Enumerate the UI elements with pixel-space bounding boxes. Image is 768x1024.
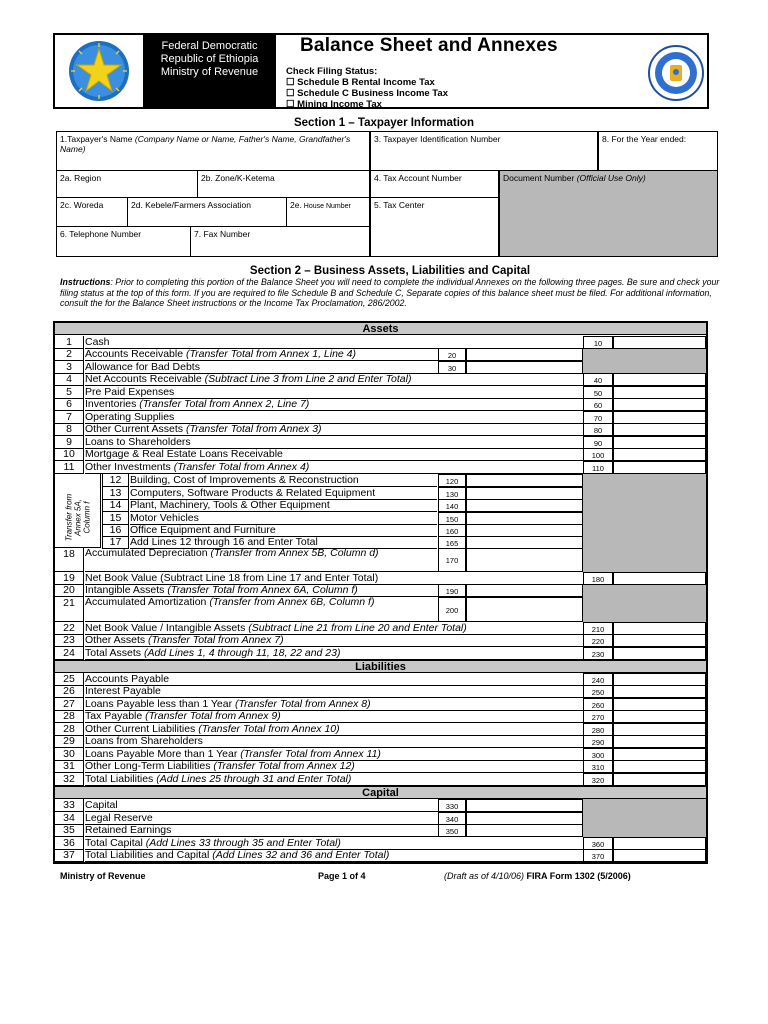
line-description xyxy=(85,448,583,461)
line-code-box: 110 xyxy=(583,461,613,474)
amount-field[interactable] xyxy=(466,597,583,622)
line-code-box: 40 xyxy=(583,373,613,386)
amount-field[interactable] xyxy=(613,710,706,723)
amount-field[interactable] xyxy=(613,423,706,436)
line-text: Net Accounts Receivable xyxy=(85,373,205,385)
line-description xyxy=(85,773,583,786)
field-note: (Official Use Only) xyxy=(576,173,646,183)
instructions xyxy=(60,277,722,309)
line-code-box: 190 xyxy=(438,584,466,597)
line-number: 5 xyxy=(55,386,84,399)
line-description xyxy=(85,634,583,647)
line-number: 36 xyxy=(55,837,84,850)
amount-field[interactable] xyxy=(466,548,583,572)
line-number: 18 xyxy=(55,548,84,572)
capital-band: Capital xyxy=(55,786,706,799)
balance-line xyxy=(55,423,706,436)
line-text: Accounts Payable xyxy=(85,673,170,685)
line-code-box: 350 xyxy=(438,824,466,837)
amount-field[interactable] xyxy=(613,760,706,773)
line-text: Capital xyxy=(85,799,118,811)
section1-title: Section 1 – Taxpayer Information xyxy=(293,117,474,129)
amount-field[interactable] xyxy=(613,647,706,660)
balance-line xyxy=(55,348,706,361)
line-note: (Add Lines 33 through 35 and Enter Total) xyxy=(145,837,341,849)
line-text: Building, Cost of Improvements & Reconstruction xyxy=(130,474,359,486)
balance-line xyxy=(55,373,706,386)
amount-field[interactable] xyxy=(613,634,706,647)
line-number: 29 xyxy=(55,735,84,748)
line-number: 12 xyxy=(102,474,129,487)
line-note: (Transfer Total from Annex 11) xyxy=(240,748,381,760)
line-code-box: 250 xyxy=(583,685,613,698)
line-code-box: 220 xyxy=(583,634,613,647)
line-code-box: 140 xyxy=(438,499,466,512)
line-text: Total Capital xyxy=(85,837,146,849)
section2-title: Section 2 – Business Assets, Liabilities and Capital xyxy=(249,265,531,277)
line-text: Other Investments xyxy=(85,461,174,473)
line-text: Tax Payable xyxy=(85,710,146,722)
liabilities-band: Liabilities xyxy=(55,660,706,673)
line-description xyxy=(85,760,583,773)
line-number: 14 xyxy=(102,499,129,512)
line-text: Net Book Value (Subtract Line 18 from Line 17 and Enter Total) xyxy=(85,572,379,584)
line-description xyxy=(85,710,583,723)
telephone-field[interactable]: 6. Telephone Number xyxy=(56,226,191,257)
filing-option-mining[interactable]: ☐ Mining Income Tax xyxy=(286,99,382,110)
line-number: 4 xyxy=(55,373,84,386)
line-code-box: 270 xyxy=(583,710,613,723)
amount-field[interactable] xyxy=(613,448,706,461)
line-note: (Add Lines 25 through 31 and Enter Total) xyxy=(156,773,352,785)
line-code-box: 60 xyxy=(583,398,613,411)
amount-field[interactable] xyxy=(613,398,706,411)
line-code-box: 370 xyxy=(583,849,613,862)
agency-line: Federal Democratic xyxy=(161,40,258,52)
line-number: 19 xyxy=(55,572,84,585)
line-description xyxy=(85,685,583,698)
amount-field[interactable] xyxy=(613,735,706,748)
line-description xyxy=(85,373,583,386)
line-note: (Add Lines 32 and 36 and Enter Total) xyxy=(212,849,390,861)
amount-field[interactable] xyxy=(613,773,706,786)
line-text: Intangible Assets xyxy=(85,584,168,596)
line-number: 6 xyxy=(55,398,84,411)
balance-line xyxy=(55,710,706,723)
line-number: 26 xyxy=(55,685,84,698)
line-number: 10 xyxy=(55,448,84,461)
line-text: Cash xyxy=(85,336,110,348)
ministry-seal-icon xyxy=(648,45,704,101)
balance-line xyxy=(55,474,706,487)
field-label: 1.Taxpayer's Name xyxy=(60,134,135,144)
line-number: 35 xyxy=(55,824,84,837)
line-code-box: 360 xyxy=(583,837,613,850)
line-code-box: 290 xyxy=(583,735,613,748)
line-text: Interest Payable xyxy=(85,685,161,697)
balance-line xyxy=(55,461,706,474)
line-text: Accumulated Depreciation xyxy=(85,548,211,559)
line-note: (Transfer Total from Annex 4) xyxy=(173,461,310,473)
line-code-box: 70 xyxy=(583,411,613,424)
line-code-box: 240 xyxy=(583,673,613,686)
line-note: (Transfer Total from Annex 3) xyxy=(185,423,322,435)
taxpayer-name-field[interactable] xyxy=(56,131,370,171)
house-number-field[interactable] xyxy=(286,197,370,227)
line-text: Operating Supplies xyxy=(85,411,175,423)
balance-line xyxy=(55,448,706,461)
side-label-line: Transfer from xyxy=(64,493,74,542)
filing-option-schedule-b[interactable]: ☐ Schedule B Rental Income Tax xyxy=(286,77,435,88)
balance-line xyxy=(55,584,706,597)
line-text: Net Book Value / Intangible Assets xyxy=(85,622,249,634)
balance-line xyxy=(55,499,706,512)
amount-field[interactable] xyxy=(466,824,583,837)
assets-band: Assets xyxy=(55,322,706,335)
line-description xyxy=(85,647,583,660)
line-code-box: 150 xyxy=(438,512,466,525)
instructions-text: : Prior to completing this portion of the Balance Sheet you will need to complete the individual Annexes on the following three pages. Be sure and check your filing status at the top of this form. If you are required to file Schedule B and Schedule C, Separate copies of this balance sheet must be filed. For additional information, consult the for the Balance Sheet instructions or the Income Tax Proclamation, 286/2002. xyxy=(60,277,720,309)
line-description xyxy=(85,799,438,812)
line-number: 22 xyxy=(55,622,84,635)
line-number: 20 xyxy=(55,584,84,597)
line-code-box: 180 xyxy=(583,572,613,585)
line-number: 33 xyxy=(55,799,84,812)
balance-line xyxy=(55,647,706,660)
line-code-box: 200 xyxy=(438,597,466,622)
line-note: (Transfer Total from Annex 9) xyxy=(145,710,281,722)
line-description xyxy=(85,423,583,436)
agency-line: Ministry of Revenue xyxy=(160,66,259,78)
line-number: 30 xyxy=(55,748,84,761)
line-number: 28 xyxy=(55,710,84,723)
line-code-box: 320 xyxy=(583,773,613,786)
line-code-box: 170 xyxy=(438,548,466,572)
line-code-box: 130 xyxy=(438,487,466,500)
line-text: Pre Paid Expenses xyxy=(85,386,175,398)
footer-ministry: Ministry of Revenue xyxy=(60,871,146,881)
line-number: 13 xyxy=(102,487,129,500)
amount-field[interactable] xyxy=(466,474,583,487)
line-code-box: 50 xyxy=(583,386,613,399)
balance-line xyxy=(55,799,706,812)
balance-line xyxy=(55,735,706,748)
instructions-label: Instructions xyxy=(60,277,111,287)
line-note: (Subtract Line 21 from Line 20 and Enter Total) xyxy=(248,622,467,634)
line-text: Allowance for Bad Debts xyxy=(85,361,200,373)
line-description xyxy=(85,348,438,361)
line-text: Other Long-Term Liabilities xyxy=(85,760,214,772)
line-code-box: 80 xyxy=(583,423,613,436)
line-number: 21 xyxy=(55,597,84,622)
line-text: Total Liabilities xyxy=(85,773,157,785)
line-text: Other Assets xyxy=(85,634,149,646)
line-number: 11 xyxy=(55,461,84,474)
line-description xyxy=(85,735,583,748)
line-description xyxy=(85,824,438,837)
amount-field[interactable] xyxy=(613,461,706,474)
line-note: (Transfer from Annex 6B, Column f) xyxy=(209,597,375,608)
line-text: Mortgage & Real Estate Loans Receivable xyxy=(85,448,283,460)
line-note: (Transfer Total from Annex 1, Line 4) xyxy=(185,348,357,360)
balance-line xyxy=(55,849,706,862)
line-text: Loans Payable less than 1 Year xyxy=(85,698,236,710)
footer-form xyxy=(444,871,631,881)
footer-draft: (Draft as of 4/10/06) xyxy=(444,871,527,881)
line-text: Loans from Shareholders xyxy=(85,735,203,747)
line-number: 24 xyxy=(55,647,84,660)
agency-name-block xyxy=(143,35,276,107)
line-number: 8 xyxy=(55,423,84,436)
line-code-box: 100 xyxy=(583,448,613,461)
line-code-box: 165 xyxy=(438,536,466,549)
line-number: 17 xyxy=(102,536,129,549)
amount-field[interactable] xyxy=(613,373,706,386)
line-text: Plant, Machinery, Tools & Other Equipment xyxy=(130,499,330,511)
line-number: 34 xyxy=(55,812,84,825)
line-code-box: 160 xyxy=(438,524,466,537)
side-label-line: Annex 5A, xyxy=(73,499,83,536)
line-code-box: 120 xyxy=(438,474,466,487)
agency-line: Republic of Ethiopia xyxy=(160,53,259,65)
line-text: Total Liabilities and Capital xyxy=(85,849,213,861)
line-number: 9 xyxy=(55,436,84,449)
field-label-small: House Number xyxy=(301,203,351,210)
amount-field[interactable] xyxy=(613,685,706,698)
balance-line xyxy=(55,773,706,786)
line-description xyxy=(85,548,438,572)
line-number: 31 xyxy=(55,760,84,773)
field-label: 2e. xyxy=(290,200,302,210)
line-code-box: 20 xyxy=(438,348,466,361)
line-description xyxy=(85,461,583,474)
tax-center-field[interactable]: 5. Tax Center xyxy=(370,197,499,257)
line-text: Loans Payable More than 1 Year xyxy=(85,748,241,760)
balance-line xyxy=(55,597,706,622)
line-number: 2 xyxy=(55,348,84,361)
kebele-field[interactable]: 2d. Kebele/Farmers Association xyxy=(127,197,287,227)
line-code-box: 210 xyxy=(583,622,613,635)
filing-option-schedule-c[interactable]: ☐ Schedule C Business Income Tax xyxy=(286,88,448,99)
line-code-box: 340 xyxy=(438,812,466,825)
line-text: Inventories xyxy=(85,398,140,410)
line-description xyxy=(130,474,437,487)
region-field[interactable]: 2a. Region xyxy=(56,170,198,198)
footer-form-number: FIRA Form 1302 (5/2006) xyxy=(526,871,631,881)
line-number: 23 xyxy=(55,634,84,647)
line-text: Legal Reserve xyxy=(85,812,153,824)
line-number: 32 xyxy=(55,773,84,786)
line-text: Add Lines 12 through 16 and Enter Total xyxy=(130,536,318,548)
line-code-box: 30 xyxy=(438,361,466,374)
filing-status xyxy=(286,66,448,110)
line-description xyxy=(85,597,438,622)
line-number: 25 xyxy=(55,673,84,686)
line-note: (Transfer Total from Annex 7) xyxy=(148,634,284,646)
line-code-box: 280 xyxy=(583,723,613,736)
line-description xyxy=(85,584,438,597)
line-note: (Add Lines 1, 4 through 11, 18, 22 and 23) xyxy=(143,647,341,659)
balance-line xyxy=(55,548,706,572)
line-number: 28 xyxy=(55,723,84,736)
document-number-field xyxy=(499,170,718,257)
line-number: 15 xyxy=(102,512,129,525)
line-code-box: 300 xyxy=(583,748,613,761)
line-note: (Transfer from Annex 5B, Column d) xyxy=(210,548,379,559)
line-number: 7 xyxy=(55,411,84,424)
side-label-line: Column f xyxy=(82,501,92,534)
fax-field[interactable]: 7. Fax Number xyxy=(190,226,370,257)
field-label: Document Number xyxy=(503,173,577,183)
line-code-box: 10 xyxy=(583,336,613,349)
line-text: Office Equipment and Furniture xyxy=(130,524,276,536)
tin-field[interactable]: 3. Taxpayer Identification Number xyxy=(370,131,598,171)
line-note: (Transfer Total from Annex 10) xyxy=(198,723,340,735)
line-text: Computers, Software Products & Related Equipment xyxy=(130,487,376,499)
filing-status-title: Check Filing Status: xyxy=(286,66,378,77)
tax-account-field[interactable]: 4. Tax Account Number xyxy=(370,170,499,198)
line-description xyxy=(85,849,583,862)
balance-line xyxy=(55,685,706,698)
line-code-box: 310 xyxy=(583,760,613,773)
line-number: 37 xyxy=(55,849,84,862)
line-text: Loans to Shareholders xyxy=(85,436,191,448)
zone-field[interactable]: 2b. Zone/K-Ketema xyxy=(197,170,370,198)
form-title: Balance Sheet and Annexes xyxy=(300,35,558,56)
woreda-field[interactable]: 2c. Woreda xyxy=(56,197,128,227)
balance-line xyxy=(55,760,706,773)
line-number: 3 xyxy=(55,361,84,374)
line-description xyxy=(85,398,583,411)
amount-field[interactable] xyxy=(466,799,583,812)
footer-page: Page 1 of 4 xyxy=(318,871,366,881)
line-code-box: 260 xyxy=(583,698,613,711)
line-description xyxy=(130,499,437,512)
balance-line xyxy=(55,824,706,837)
line-text: Accumulated Amortization xyxy=(85,597,210,608)
line-note: (Subtract Line 3 from Line 2 and Enter Total) xyxy=(204,373,412,385)
line-text: Retained Earnings xyxy=(85,824,172,836)
line-text: Motor Vehicles xyxy=(130,512,199,524)
line-text: Other Current Assets xyxy=(85,423,186,435)
line-note: (Transfer Total from Annex 6A, Column f) xyxy=(167,584,358,596)
line-number: 1 xyxy=(55,336,84,349)
amount-field[interactable] xyxy=(466,584,583,597)
amount-field[interactable] xyxy=(613,849,706,862)
amount-field[interactable] xyxy=(466,499,583,512)
line-number: 16 xyxy=(102,524,129,537)
line-code-box: 330 xyxy=(438,799,466,812)
line-number: 27 xyxy=(55,698,84,711)
field-note: (Company Name or Name, Father's Name, Grandfather's Name) xyxy=(60,134,351,154)
line-note: (Transfer Total from Annex 2, Line 7) xyxy=(139,398,310,410)
line-text: Other Current Liabilities xyxy=(85,723,199,735)
line-code-box: 230 xyxy=(583,647,613,660)
amount-field[interactable] xyxy=(466,348,583,361)
line-note: (Transfer Total from Annex 8) xyxy=(235,698,371,710)
ethiopia-emblem-icon xyxy=(55,35,143,107)
line-text: Accounts Receivable xyxy=(85,348,186,360)
line-note: (Transfer Total from Annex 12) xyxy=(213,760,355,772)
line-text: Total Assets xyxy=(85,647,144,659)
year-ended-field[interactable]: 8. For the Year ended: xyxy=(598,131,718,171)
balance-line xyxy=(55,634,706,647)
balance-line xyxy=(55,398,706,411)
line-code-box: 90 xyxy=(583,436,613,449)
